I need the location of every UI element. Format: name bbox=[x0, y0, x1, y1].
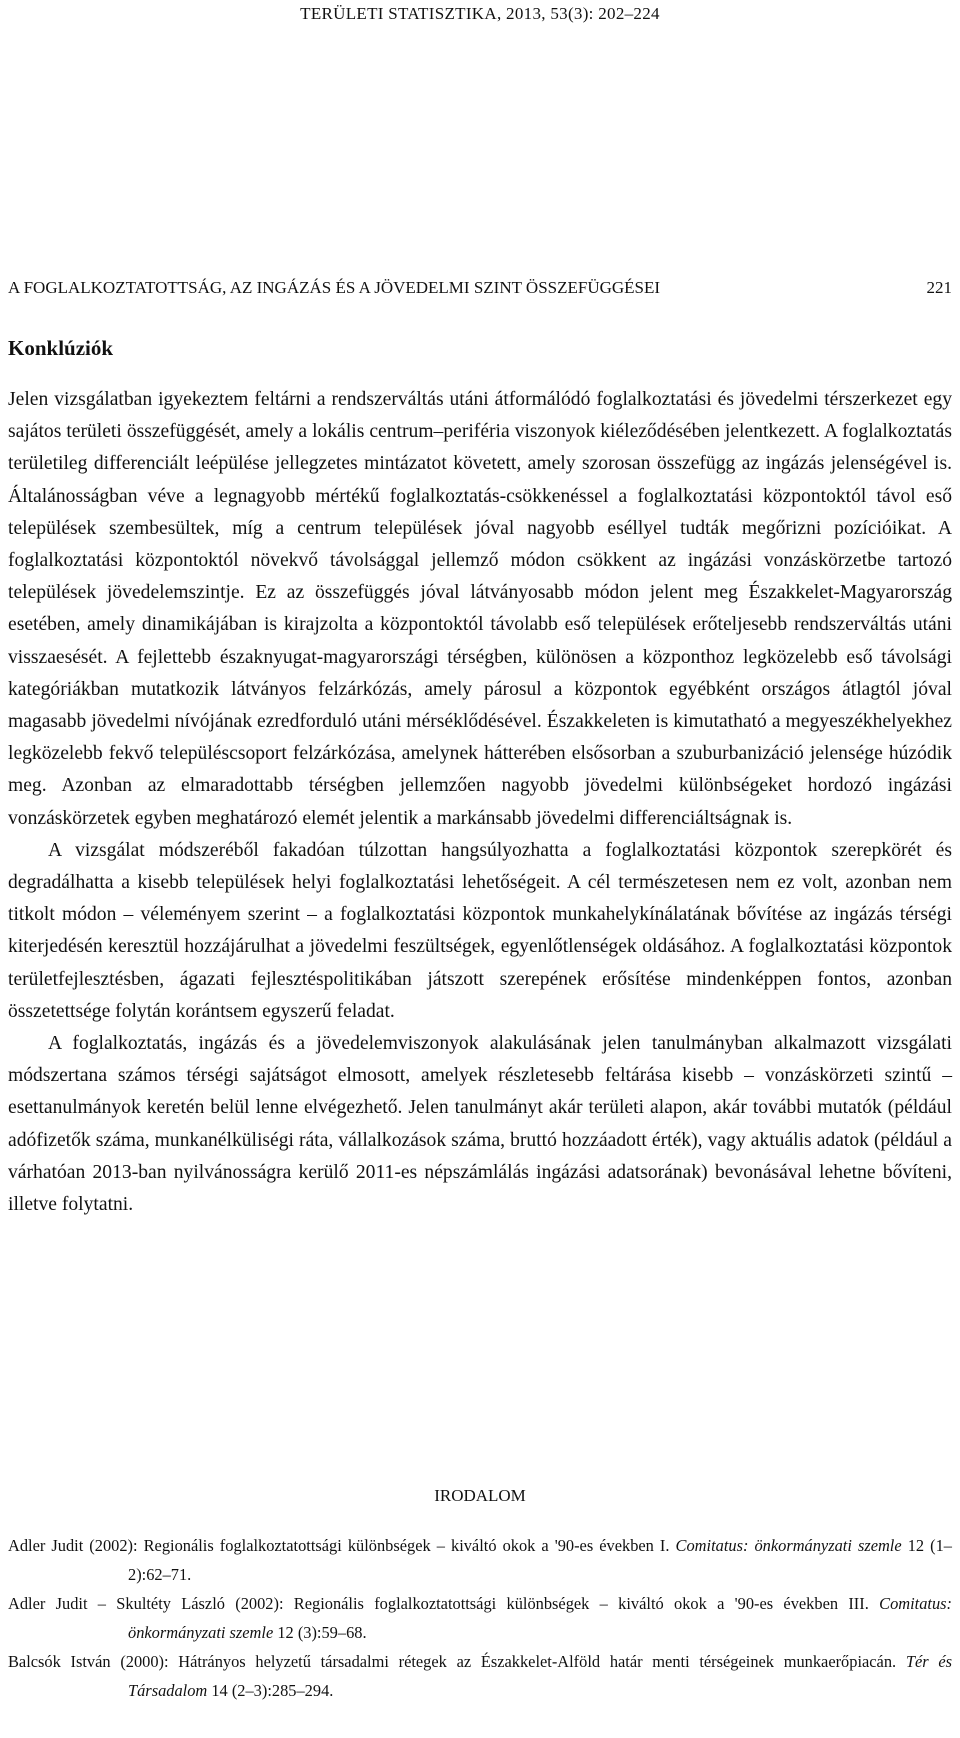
page-number: 221 bbox=[926, 278, 952, 297]
running-head bbox=[8, 278, 952, 298]
running-head-title: A FOGLALKOZTATOTTSÁG, AZ INGÁZÁS ÉS A JÖVEDELMI SZINT ÖSSZEFÜGGÉSEI bbox=[8, 278, 661, 297]
journal-header: TERÜLETI STATISZTIKA, 2013, 53(3): 202–224 bbox=[300, 4, 660, 23]
section-title: Konklúziók bbox=[8, 336, 114, 360]
reference-list bbox=[8, 1531, 952, 1705]
reference-item: Adler Judit (2002): Regionális foglalkoztatottsági különbségek – kiváltó okok a '90-es években I. Comitatus: önkormányzati szemle 12 (1–2):62–71. bbox=[8, 1536, 952, 1584]
body-text bbox=[8, 384, 952, 1221]
references-title: IRODALOM bbox=[434, 1486, 526, 1505]
paragraph-2: A vizsgálat módszeréből fakadóan túlzottan hangsúlyozhatta a foglalkoztatási központok szerepkörét és degradálhatta a kisebb települések helyi foglalkoztatási lehetőségeit. A cél természetesen nem ez volt, azonban nem titkolt módon – véleményem szerint – a foglalkoztatási központok munkahelykínálatának bővítése az ingázás térségi kiterjedésén keresztül hozzájárulhat a jövedelmi feszültségek, egyenlőtlenségek oldásához. A foglalkoztatási központok területfejlesztésben, ágazati fejlesztéspolitikában játszott szerepének erősítése mindenképpen fontos, azonban összetettsége folytán korántsem egyszerű feladat. bbox=[8, 839, 952, 1022]
paragraph-1: Jelen vizsgálatban igyekeztem feltárni a rendszerváltás utáni átformálódó foglalkoztatási és jövedelmi térszerkezet egy sajátos területi összefüggését, amely a lokális centrum–periféria viszonyok kiéleződésében jelentkezett. A foglalkoztatás területileg differenciált leépülése jellegzetes mintázatot követett, amely szorosan összefügg az ingázás jelenségével is. Általánosságban véve a legnagyobb mértékű foglalkoztatás-csökkenéssel a foglalkoztatási központoktól távol eső települések szembesültek, míg a centrum települések jóval nagyobb eséllyel tudták megőrizni pozícióikat. A foglalkoztatási központoktól növekvő távolsággal jellemző módon csökkent az ingázási vonzáskörzetbe tartozó települések jövedelemszintje. Ez az összefüggés jóval látványosabb módon jelent meg Északkelet-Magyarország esetében, amely dinamikájában is kirajzolta a központoktól távolabb eső települések erőteljesebb rendszerváltás utáni visszaesését. A fejlettebb északnyugat-magyarországi térségben, különösen a központhoz legközelebb eső távolsági kategóriákban mutatkozik látványos felzárkózás, amely párosul a központok egyébként országos átlagtól jóval magasabb jövedelmi nívójának ezredforduló utáni mérséklődésével. Északkeleten is kimutatható a megyeszékhelyekhez legközelebb fekvő településcsoport felzárkózása, amelynek hátterében elsősorban a szuburbanizáció jelensége húzódik meg. Azonban az elmaradottabb térségben jellemzően nagyobb jövedelmi különbségeket hordozó ingázási vonzáskörzetek egyben meghatározó elemét jelentik a markánsabb jövedelmi differenciáltságnak is. bbox=[8, 389, 952, 829]
reference-item: Balcsók István (2000): Hátrányos helyzetű társadalmi rétegek az Északkelet-Alföld határ menti térségeinek munkaerőpiacán. Tér és Társadalom 14 (2–3):285–294. bbox=[8, 1652, 952, 1700]
reference-item: Adler Judit – Skultéty László (2002): Regionális foglalkoztatottsági különbségek – kiváltó okok a '90-es években III. Comitatus: önkormányzati szemle 12 (3):59–68. bbox=[8, 1594, 952, 1642]
paragraph-3: A foglalkoztatás, ingázás és a jövedelemviszonyok alakulásának jelen tanulmányban alkalmazott vizsgálati módszertana számos térségi sajátságot elmosott, amelyek részletesebb feltárása kisebb – vonzáskörzeti szintű – esettanulmányok keretén belül lenne elvégezhető. Jelen tanulmányt akár területi alapon, akár további mutatók (például adófizetők száma, munkanélküliségi ráta, vállalkozások száma, bruttó hozzáadott érték), vagy aktuális adatok (például a várhatóan 2013-ban nyilvánosságra kerülő 2011-es népszámlálás ingázási adatsorának) bevonásával lehetne bővíteni, illetve folytatni. bbox=[8, 1033, 952, 1216]
